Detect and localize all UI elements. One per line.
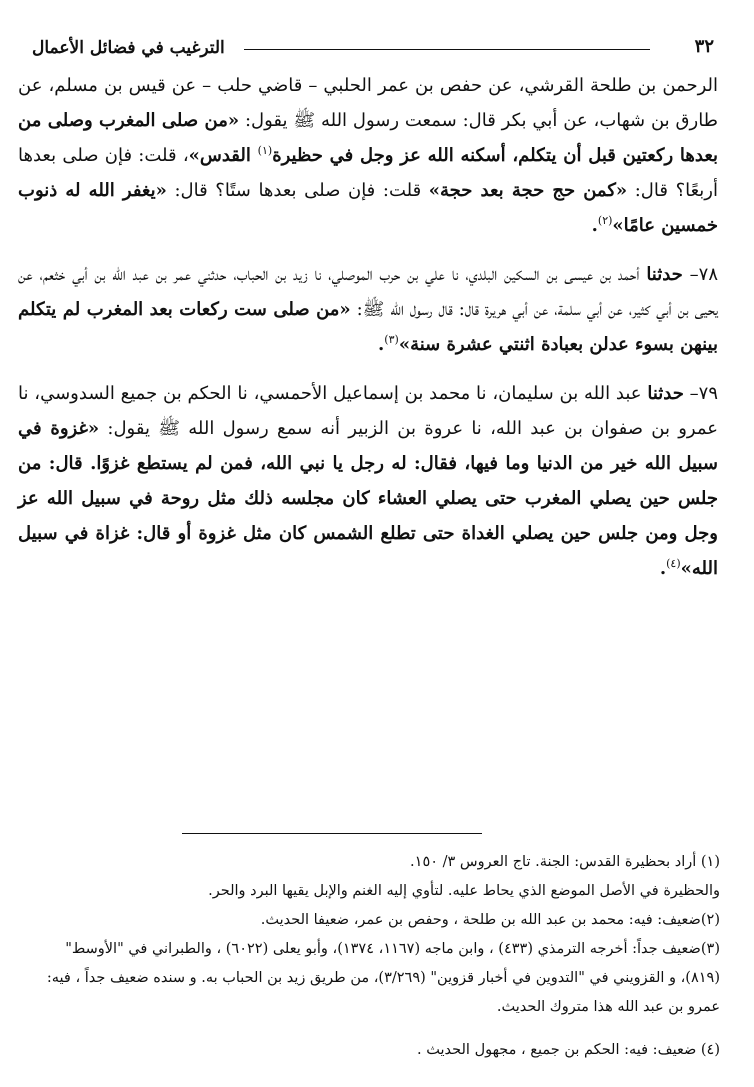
main-text [18,68,718,600]
footnote-ref[interactable]: (٤) [666,557,681,570]
footnote-ref[interactable]: (٣) [384,333,399,346]
hadith-79 [18,376,718,586]
footnotes [30,848,720,1065]
text-run: . [591,215,598,236]
hadith-quote: «كمن حج حجة بعد حجة» [428,180,628,201]
text-run: أحمد بن عيسى بن السكين البلدي، نا علي بن حرب الموصلي، نا زيد بن الحباب، حدثني عمر بن عبد الله بن أبي خثعم، عن يحيى بن أبي كثير، عن أبي سلمة، عن أبي هريرة قال: قال رسول الله ﷺ: [18,264,719,320]
footnote-1-continued: والحظيرة في الأصل الموضع الذي يحاط عليه. لتأوي إليه الغنم والإبل يقيها البرد والحر. [208,883,720,899]
hadith-quote: «من صلى ست ركعات بعد المغرب لم يتكلم بينهن بسوء عدلن بعبادة اثنتي عشرة سنة» [18,299,718,355]
text-run: الرحمن بن طلحة القرشي، عن حفص بن عمر الحلبي – قاضي حلب – عن قيس بن مسلم، عن طارق بن شهاب، عن أبي بكر قال: سمعت رسول الله ﷺ يقول: [18,75,718,131]
hadith-quote: «يغفر الله له ذنوب خمسين عامًا» [18,180,718,236]
hadith-number: ٧٩– [683,383,718,404]
text-run: قلت: فإن صلى بعدها ستًا؟ قال: [166,180,429,201]
hadith-quote: «من صلى المغرب وصلى من بعدها ركعتين قبل أن يتكلم، أسكنه الله عز وجل في حظيرة [18,110,719,166]
footnote-1: (١) أراد بحظيرة القدس: الجنة. تاج العروس ٣/ ١٥٠. [410,854,720,870]
page-header [22,34,720,64]
footnote-2: (٢)ضعيف: فيه: محمد بن عبد الله بن طلحة ، وحفص بن عمر، ضعيفا الحديث. [260,912,720,928]
chain-start: حدثنا [647,383,684,404]
text-run: . [378,334,385,355]
footnote-4: (٤) ضعيف: فيه: الحكم بن جميع ، مجهول الحديث . [417,1042,720,1058]
header-rule [244,49,650,50]
paragraph-continued [18,68,718,243]
text-run: عبد الله بن سليمان، نا محمد بن إسماعيل الأحمسي، نا الحكم بن جميع السدوسي، نا عمرو بن صفوان بن عبد الله، نا عروة بن الزبير أنه سمع رسول الله ﷺ يقول: [18,383,718,439]
footnote-3: (٣)ضعيف جداً: أخرجه الترمذي (٤٣٣) ، وابن ماجه (١١٦٧، ١٣٧٤)، وأبو يعلى (٦٠٢٢) ، والطبراني في "الأوسط" (٨١٩)، و القزويني في "التدوين في أخبار قزوين" (٣/٢٦٩)، من طريق زيد بن الحباب به. و سنده ضعيف جداً ، فيه: عمرو بن عبد الله هذا متروك الحديث. [46,941,720,1015]
hadith-quote: القدس» [188,145,258,166]
page-number: ٣٢ [694,36,714,57]
footnote-ref[interactable]: (١) [257,144,273,157]
hadith-78 [18,257,718,362]
footnote-ref[interactable]: (٢) [597,214,613,227]
hadith-quote: «غزوة في سبيل الله خير من الدنيا وما فيها، فقال: له رجل يا نبي الله، فمن لم يستطع غزوًا. قال: من جلس حين يصلي المغرب حتى يصلي العشاء كان مجلسه ذلك مثل روحة في سبيل الله عز وجل ومن جلس حين يصلي الغداة حتى تطلع الشمس كان مثل غزوة أو قال: غزاة في سبيل الله» [18,418,718,579]
footnote-separator [182,833,482,834]
text-run: . [659,558,667,579]
text-run: ، قلت: فإن صلى بعدها أربعًا؟ قال: [18,145,718,201]
hadith-number: ٧٨– [682,264,718,285]
chain-start: حدثنا [646,264,683,285]
running-title: الترغيب في فضائل الأعمال [32,38,225,58]
